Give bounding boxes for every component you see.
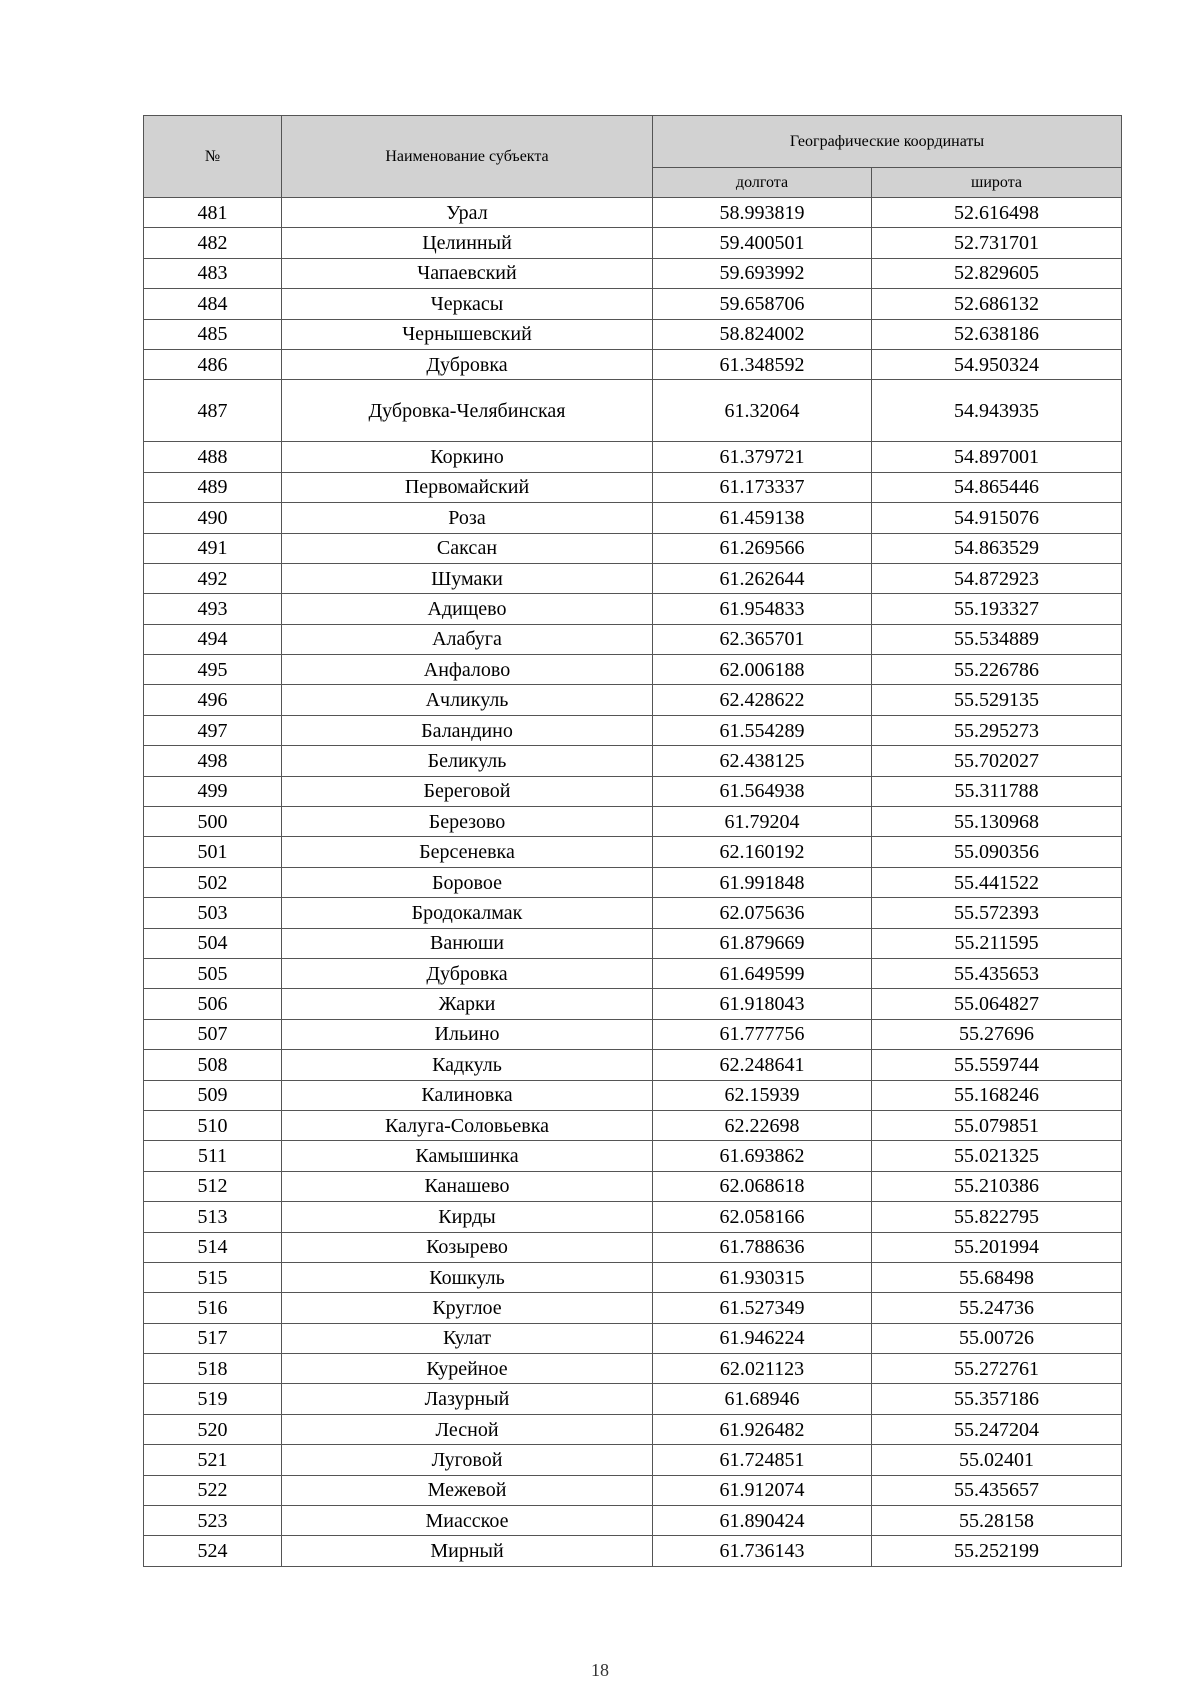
table-row — [144, 1262, 1122, 1292]
cell-latitude: 55.27696 — [872, 1019, 1122, 1049]
cell-latitude: 54.897001 — [872, 442, 1122, 472]
cell-name: Коркино — [282, 442, 653, 472]
cell-latitude: 55.529135 — [872, 685, 1122, 715]
cell-name: Лесной — [282, 1414, 653, 1444]
table-row — [144, 655, 1122, 685]
cell-latitude: 55.702027 — [872, 746, 1122, 776]
cell-number: 510 — [144, 1110, 282, 1140]
cell-number: 485 — [144, 319, 282, 349]
cell-name: Целинный — [282, 228, 653, 258]
table-row — [144, 867, 1122, 897]
cell-longitude: 61.68946 — [653, 1384, 872, 1414]
table-row — [144, 1384, 1122, 1414]
cell-latitude: 55.441522 — [872, 867, 1122, 897]
table-row — [144, 594, 1122, 624]
cell-number: 504 — [144, 928, 282, 958]
cell-latitude: 55.090356 — [872, 837, 1122, 867]
cell-latitude: 55.252199 — [872, 1536, 1122, 1566]
cell-name: Саксан — [282, 533, 653, 563]
table-row — [144, 1323, 1122, 1353]
cell-number: 484 — [144, 289, 282, 319]
cell-latitude: 54.943935 — [872, 380, 1122, 442]
cell-latitude: 55.021325 — [872, 1141, 1122, 1171]
cell-name: Чернышевский — [282, 319, 653, 349]
cell-name: Дубровка — [282, 958, 653, 988]
cell-longitude: 61.379721 — [653, 442, 872, 472]
cell-longitude: 59.400501 — [653, 228, 872, 258]
cell-longitude: 62.006188 — [653, 655, 872, 685]
cell-name: Кирды — [282, 1202, 653, 1232]
cell-longitude: 61.918043 — [653, 989, 872, 1019]
table-row — [144, 989, 1122, 1019]
cell-number: 524 — [144, 1536, 282, 1566]
table-row — [144, 1171, 1122, 1201]
cell-longitude: 61.991848 — [653, 867, 872, 897]
table-row — [144, 928, 1122, 958]
table-row — [144, 776, 1122, 806]
cell-longitude: 62.021123 — [653, 1354, 872, 1384]
header-latitude: широта — [872, 168, 1122, 198]
cell-latitude: 55.311788 — [872, 776, 1122, 806]
cell-latitude: 55.02401 — [872, 1445, 1122, 1475]
cell-number: 500 — [144, 807, 282, 837]
cell-latitude: 55.534889 — [872, 624, 1122, 654]
cell-number: 522 — [144, 1475, 282, 1505]
cell-longitude: 58.824002 — [653, 319, 872, 349]
table-row — [144, 1080, 1122, 1110]
cell-name: Круглое — [282, 1293, 653, 1323]
cell-number: 498 — [144, 746, 282, 776]
cell-name: Берсеневка — [282, 837, 653, 867]
cell-longitude: 58.993819 — [653, 198, 872, 228]
cell-longitude: 61.926482 — [653, 1414, 872, 1444]
cell-latitude: 55.193327 — [872, 594, 1122, 624]
cell-number: 483 — [144, 258, 282, 288]
cell-number: 494 — [144, 624, 282, 654]
cell-latitude: 55.168246 — [872, 1080, 1122, 1110]
cell-latitude: 55.211595 — [872, 928, 1122, 958]
table-row — [144, 1050, 1122, 1080]
cell-name: Урал — [282, 198, 653, 228]
cell-name: Первомайский — [282, 472, 653, 502]
cell-name: Кулат — [282, 1323, 653, 1353]
cell-number: 511 — [144, 1141, 282, 1171]
table-row — [144, 198, 1122, 228]
cell-latitude: 52.638186 — [872, 319, 1122, 349]
cell-longitude: 61.262644 — [653, 563, 872, 593]
cell-number: 489 — [144, 472, 282, 502]
cell-number: 507 — [144, 1019, 282, 1049]
cell-name: Баландино — [282, 715, 653, 745]
table-row — [144, 685, 1122, 715]
table-row — [144, 1414, 1122, 1444]
cell-number: 516 — [144, 1293, 282, 1323]
cell-number: 515 — [144, 1262, 282, 1292]
cell-longitude: 61.890424 — [653, 1506, 872, 1536]
cell-name: Береговой — [282, 776, 653, 806]
cell-latitude: 52.686132 — [872, 289, 1122, 319]
cell-longitude: 61.954833 — [653, 594, 872, 624]
cell-name: Березово — [282, 807, 653, 837]
cell-longitude: 61.173337 — [653, 472, 872, 502]
cell-name: Беликуль — [282, 746, 653, 776]
cell-name: Дубровка — [282, 349, 653, 379]
table-row — [144, 289, 1122, 319]
cell-number: 520 — [144, 1414, 282, 1444]
cell-longitude: 61.693862 — [653, 1141, 872, 1171]
cell-number: 492 — [144, 563, 282, 593]
cell-latitude: 55.572393 — [872, 898, 1122, 928]
cell-name: Лазурный — [282, 1384, 653, 1414]
cell-latitude: 54.915076 — [872, 503, 1122, 533]
table-row — [144, 258, 1122, 288]
cell-name: Черкасы — [282, 289, 653, 319]
cell-latitude: 54.863529 — [872, 533, 1122, 563]
cell-latitude: 55.822795 — [872, 1202, 1122, 1232]
cell-latitude: 54.865446 — [872, 472, 1122, 502]
cell-latitude: 55.226786 — [872, 655, 1122, 685]
cell-number: 503 — [144, 898, 282, 928]
table-row — [144, 1506, 1122, 1536]
cell-longitude: 61.912074 — [653, 1475, 872, 1505]
table-row — [144, 563, 1122, 593]
table-row — [144, 319, 1122, 349]
cell-longitude: 61.32064 — [653, 380, 872, 442]
cell-name: Чапаевский — [282, 258, 653, 288]
cell-name: Боровое — [282, 867, 653, 897]
cell-latitude: 55.435657 — [872, 1475, 1122, 1505]
cell-longitude: 61.788636 — [653, 1232, 872, 1262]
cell-longitude: 62.248641 — [653, 1050, 872, 1080]
cell-name: Миасское — [282, 1506, 653, 1536]
cell-longitude: 61.736143 — [653, 1536, 872, 1566]
cell-name: Ачликуль — [282, 685, 653, 715]
cell-name: Дубровка-Челябинская — [282, 380, 653, 442]
cell-number: 514 — [144, 1232, 282, 1262]
cell-latitude: 55.272761 — [872, 1354, 1122, 1384]
cell-longitude: 62.438125 — [653, 746, 872, 776]
cell-name: Козырево — [282, 1232, 653, 1262]
cell-name: Жарки — [282, 989, 653, 1019]
table-header — [144, 116, 1122, 198]
cell-number: 508 — [144, 1050, 282, 1080]
cell-name: Ильино — [282, 1019, 653, 1049]
header-longitude: долгота — [653, 168, 872, 198]
page-number: 18 — [591, 1660, 609, 1680]
cell-number: 497 — [144, 715, 282, 745]
cell-latitude: 55.28158 — [872, 1506, 1122, 1536]
cell-longitude: 62.365701 — [653, 624, 872, 654]
cell-number: 482 — [144, 228, 282, 258]
table-row — [144, 807, 1122, 837]
cell-name: Бродокалмак — [282, 898, 653, 928]
cell-longitude: 61.946224 — [653, 1323, 872, 1353]
table-row — [144, 898, 1122, 928]
cell-number: 491 — [144, 533, 282, 563]
cell-number: 513 — [144, 1202, 282, 1232]
table-row — [144, 533, 1122, 563]
cell-longitude: 61.879669 — [653, 928, 872, 958]
cell-latitude: 55.130968 — [872, 807, 1122, 837]
cell-number: 502 — [144, 867, 282, 897]
cell-longitude: 61.459138 — [653, 503, 872, 533]
header-row-main — [144, 116, 1122, 168]
cell-name: Анфалово — [282, 655, 653, 685]
table-row — [144, 1202, 1122, 1232]
cell-number: 512 — [144, 1171, 282, 1201]
cell-name: Курейное — [282, 1354, 653, 1384]
table-row — [144, 503, 1122, 533]
cell-number: 501 — [144, 837, 282, 867]
table-row — [144, 715, 1122, 745]
table-row — [144, 380, 1122, 442]
cell-number: 517 — [144, 1323, 282, 1353]
cell-latitude: 55.435653 — [872, 958, 1122, 988]
cell-longitude: 61.649599 — [653, 958, 872, 988]
cell-name: Межевой — [282, 1475, 653, 1505]
cell-longitude: 61.554289 — [653, 715, 872, 745]
cell-number: 496 — [144, 685, 282, 715]
cell-name: Роза — [282, 503, 653, 533]
cell-longitude: 62.428622 — [653, 685, 872, 715]
table-row — [144, 1232, 1122, 1262]
cell-longitude: 61.564938 — [653, 776, 872, 806]
cell-longitude: 61.348592 — [653, 349, 872, 379]
cell-name: Луговой — [282, 1445, 653, 1475]
cell-longitude: 61.724851 — [653, 1445, 872, 1475]
cell-latitude: 52.829605 — [872, 258, 1122, 288]
header-number: № — [144, 116, 282, 198]
cell-latitude: 55.24736 — [872, 1293, 1122, 1323]
cell-longitude: 62.068618 — [653, 1171, 872, 1201]
cell-longitude: 62.15939 — [653, 1080, 872, 1110]
cell-number: 499 — [144, 776, 282, 806]
coordinates-table — [143, 115, 1122, 1567]
table-row — [144, 1445, 1122, 1475]
cell-longitude: 61.79204 — [653, 807, 872, 837]
cell-number: 519 — [144, 1384, 282, 1414]
cell-number: 521 — [144, 1445, 282, 1475]
cell-longitude: 61.930315 — [653, 1262, 872, 1292]
cell-longitude: 59.658706 — [653, 289, 872, 319]
cell-latitude: 55.201994 — [872, 1232, 1122, 1262]
cell-name: Мирный — [282, 1536, 653, 1566]
cell-name: Канашево — [282, 1171, 653, 1201]
header-name: Наименование субъекта — [282, 116, 653, 198]
cell-latitude: 55.357186 — [872, 1384, 1122, 1414]
cell-name: Адищево — [282, 594, 653, 624]
cell-longitude: 61.269566 — [653, 533, 872, 563]
table-row — [144, 1475, 1122, 1505]
cell-longitude: 61.777756 — [653, 1019, 872, 1049]
cell-longitude: 62.160192 — [653, 837, 872, 867]
cell-latitude: 55.079851 — [872, 1110, 1122, 1140]
cell-number: 486 — [144, 349, 282, 379]
table-row — [144, 1536, 1122, 1566]
cell-latitude: 52.731701 — [872, 228, 1122, 258]
cell-latitude: 54.950324 — [872, 349, 1122, 379]
table-row — [144, 1110, 1122, 1140]
cell-number: 506 — [144, 989, 282, 1019]
table-row — [144, 624, 1122, 654]
table-row — [144, 1019, 1122, 1049]
cell-name: Кадкуль — [282, 1050, 653, 1080]
cell-number: 495 — [144, 655, 282, 685]
cell-number: 518 — [144, 1354, 282, 1384]
cell-name: Шумаки — [282, 563, 653, 593]
cell-longitude: 61.527349 — [653, 1293, 872, 1323]
cell-latitude: 54.872923 — [872, 563, 1122, 593]
cell-longitude: 62.22698 — [653, 1110, 872, 1140]
cell-name: Камышинка — [282, 1141, 653, 1171]
table-row — [144, 472, 1122, 502]
cell-number: 488 — [144, 442, 282, 472]
cell-name: Калуга-Соловьевка — [282, 1110, 653, 1140]
cell-latitude: 55.064827 — [872, 989, 1122, 1019]
table-row — [144, 837, 1122, 867]
cell-number: 509 — [144, 1080, 282, 1110]
table-row — [144, 958, 1122, 988]
cell-latitude: 55.247204 — [872, 1414, 1122, 1444]
cell-latitude: 55.00726 — [872, 1323, 1122, 1353]
cell-name: Алабуга — [282, 624, 653, 654]
cell-longitude: 62.075636 — [653, 898, 872, 928]
cell-latitude: 55.559744 — [872, 1050, 1122, 1080]
table-row — [144, 349, 1122, 379]
table-row — [144, 228, 1122, 258]
cell-latitude: 55.295273 — [872, 715, 1122, 745]
cell-number: 481 — [144, 198, 282, 228]
table-row — [144, 1354, 1122, 1384]
cell-longitude: 59.693992 — [653, 258, 872, 288]
cell-number: 487 — [144, 380, 282, 442]
cell-latitude: 55.68498 — [872, 1262, 1122, 1292]
header-coordinates: Географические координаты — [653, 116, 1122, 168]
cell-number: 493 — [144, 594, 282, 624]
table-row — [144, 1141, 1122, 1171]
cell-number: 523 — [144, 1506, 282, 1536]
cell-name: Калиновка — [282, 1080, 653, 1110]
cell-longitude: 62.058166 — [653, 1202, 872, 1232]
table-row — [144, 442, 1122, 472]
table-row — [144, 746, 1122, 776]
cell-name: Ванюши — [282, 928, 653, 958]
table-row — [144, 1293, 1122, 1323]
cell-latitude: 55.210386 — [872, 1171, 1122, 1201]
cell-name: Кошкуль — [282, 1262, 653, 1292]
cell-number: 490 — [144, 503, 282, 533]
cell-number: 505 — [144, 958, 282, 988]
cell-latitude: 52.616498 — [872, 198, 1122, 228]
table-body — [144, 198, 1122, 1567]
